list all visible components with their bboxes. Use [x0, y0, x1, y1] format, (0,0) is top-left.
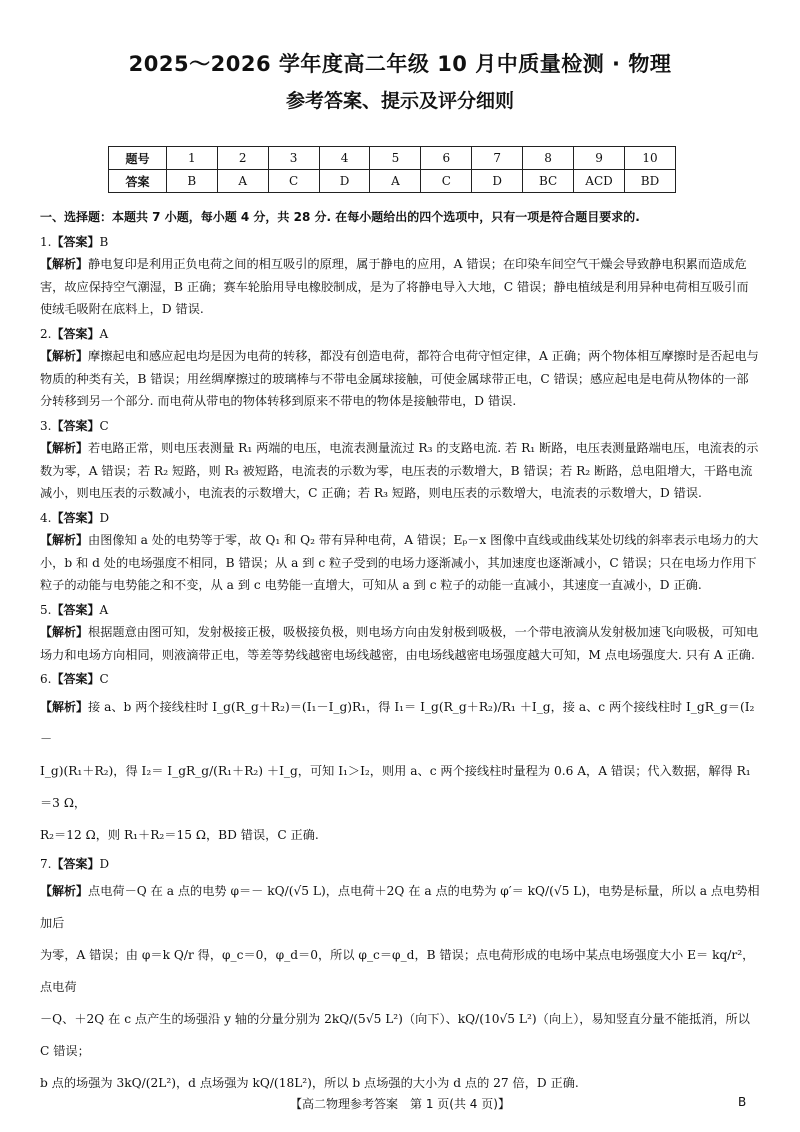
analysis-label: 【解析】: [40, 349, 89, 363]
answer-label: 【答案】: [51, 856, 100, 871]
analysis-paragraph: [40, 875, 760, 1099]
question-block: [40, 599, 760, 667]
version-mark: B: [738, 1095, 747, 1109]
answer-label: 【答案】: [51, 510, 100, 525]
answer-line: [40, 599, 760, 622]
answer-cell: ACD: [574, 170, 625, 193]
answer-line: [40, 507, 760, 530]
question-number-cell: 8: [523, 147, 574, 170]
page-subtitle: 参考答案、提示及评分细则: [285, 90, 514, 112]
question-number-cell: 9: [574, 147, 625, 170]
question-number-cell: 4: [319, 147, 370, 170]
answer-value: C: [99, 672, 109, 686]
answer-value: B: [99, 234, 109, 249]
answer-table-answer-row: [109, 170, 676, 193]
answer-content: [40, 206, 760, 1099]
question-number: 2.: [40, 326, 52, 341]
question-number: 4.: [40, 510, 52, 525]
analysis-paragraph: [40, 529, 760, 597]
analysis-paragraph: [40, 253, 760, 321]
answer-line: [40, 415, 760, 438]
analysis-text: 点电荷－Q 在 a 点的电势 φ＝－ kQ/(√5 L)，点电荷＋2Q 在 a 点的电势为 φ′＝ kQ/(√5 L)，电势是标量，所以 a 点电势相加后: [40, 884, 760, 930]
question-number-cell: 6: [421, 147, 472, 170]
analysis-label: 【解析】: [40, 699, 89, 714]
section-heading: 一、选择题：本题共 7 小题，每小题 4 分，共 28 分. 在每小题给出的四个选项中，只有一项是符合题目要求的.: [40, 210, 640, 224]
question-number-cell: 1: [166, 147, 217, 170]
analysis-text: 静电复印是利用正负电荷之间的相互吸引的原理，属于静电的应用，A 错误；在印染车间空气干燥会导致静电积累而造成危害，故应保持空气潮湿，B 正确；赛车轮胎用导电橡胶制成，是为了将静电导入大地，C 错误；静电植绒是利用异种电荷相互吸引而使绒毛吸附在底料上，D 错误.: [40, 257, 749, 316]
answer-cell: A: [370, 170, 421, 193]
analysis-paragraph: [40, 437, 760, 505]
answer-line: [40, 323, 760, 346]
answer-cell: C: [268, 170, 319, 193]
answer-line: [40, 668, 760, 691]
answer-label: 【答案】: [51, 602, 100, 617]
analysis-paragraph: [40, 621, 760, 666]
answer-table-number-row: [109, 147, 676, 170]
answer-cell: BD: [624, 170, 675, 193]
analysis-text: 摩擦起电和感应起电均是因为电荷的转移，都没有创造电荷，都符合电荷守恒定律，A 正确；两个物体相互摩擦时是否起电与物质的种类有关，B 错误；用丝绸摩擦过的玻璃棒与不带电金属球接触，可使金属球带正电，C 错误；感应起电是电荷从物体的一部分转移到另一个部分. 而电荷从带电的物体转移到原来不带电的物体是接触带电，D 错误.: [40, 349, 759, 408]
answer-cell: C: [421, 170, 472, 193]
question-block: [40, 323, 760, 413]
analysis-text: 接 a、b 两个接线柱时 I_g(R_g＋R₂)＝(I₁－I_g)R₁，得 I₁＝ I_g(R_g＋R₂)/R₁ ＋I_g，接 a、c 两个接线柱时 I_gR_g＝(I₂－: [40, 699, 755, 746]
analysis-label: 【解析】: [40, 533, 89, 547]
analysis-line: I_g)(R₁＋R₂)，得 I₂＝ I_gR_g/(R₁＋R₂) ＋I_g，可知 I₁＞I₂，则用 a、c 两个接线柱时量程为 0.6 A，A 错误；代入数据，解得 R₁＝3 Ω，: [40, 763, 751, 810]
answer-cell: BC: [523, 170, 574, 193]
answer-value: C: [99, 418, 109, 433]
answer-cell: D: [472, 170, 523, 193]
page-footer: 【高二物理参考答案 第 1 页(共 4 页)】: [290, 1097, 510, 1111]
answer-cell: D: [319, 170, 370, 193]
analysis-label: 【解析】: [40, 441, 89, 455]
question-number: 3.: [40, 418, 52, 433]
page-title: 2025～2026 学年度高二年级 10 月中质量检测 · 物理: [128, 52, 672, 76]
question-number-cell: 2: [217, 147, 268, 170]
answer-label: 【答案】: [51, 418, 100, 433]
question-number-cell: 10: [624, 147, 675, 170]
analysis-line: －Q、＋2Q 在 c 点产生的场强沿 y 轴的分量分别为 2kQ/(5√5 L²)（向下）、kQ/(10√5 L²)（向上），易知竖直分量不能抵消，所以 C 错误；: [40, 1012, 750, 1058]
analysis-text: 由图像知 a 处的电势等于零，故 Q₁ 和 Q₂ 带有异种电荷，A 错误；Eₚ－x 图像中直线或曲线某处切线的斜率表示电场力的大小，b 和 d 处的电场强度不相同，B 错误；从 a 到 c 粒子受到的电场力逐渐减小，其加速度也逐渐减小，C 错误；只在电场力作用下粒子的动能与电势能之和不变，从 a 到 c 电势能一直增大，可知从 a 到 c 粒子的动能一直减小，其速度一直减小，D 正确.: [40, 533, 759, 592]
answer-value: D: [99, 510, 110, 525]
analysis-text: 若电路正常，则电压表测量 R₁ 两端的电压，电流表测量流过 R₃ 的支路电流. 若 R₁ 断路，电压表测量路端电压，电流表的示数为零，A 错误；若 R₂ 短路，则 R₃ 被短路，电流表的示数为零，电压表的示数增大，B 错误；若 R₂ 断路，总电阻增大，干路电流减小，则电压表的示数减小，电流表的示数增大，C 正确；若 R₃ 短路，则电压表的示数增大，电流表的示数增大，D 错误.: [40, 441, 759, 500]
answer-label: 【答案】: [51, 326, 100, 341]
analysis-label: 【解析】: [40, 625, 89, 639]
analysis-label: 【解析】: [40, 257, 89, 271]
answer-value: A: [99, 326, 109, 341]
analysis-line: b 点的场强为 3kQ/(2L²)，d 点场强为 kQ/(18L²)，所以 b 点场强的大小为 d 点的 27 倍，D 正确.: [40, 1076, 579, 1090]
question-block: [40, 668, 760, 851]
question-number: 7.: [40, 856, 52, 871]
answer-label: 【答案】: [51, 234, 100, 249]
answer-table: [108, 146, 676, 193]
question-block: [40, 853, 760, 1100]
analysis-line: 为零，A 错误；由 φ＝k Q/r 得，φ_c＝0，φ_d＝0，所以 φ_c＝φ_d，B 错误；点电荷形成的电场中某点电场强度大小 E＝ kq/r²，点电荷: [40, 948, 755, 994]
question-number: 5.: [40, 602, 52, 617]
answer-cell: A: [217, 170, 268, 193]
analysis-line: R₂＝12 Ω，则 R₁＋R₂＝15 Ω，BD 错误，C 正确.: [40, 827, 319, 842]
question-number-cell: 3: [268, 147, 319, 170]
question-block: [40, 231, 760, 321]
answer-cell: B: [166, 170, 217, 193]
answer-line: [40, 231, 760, 254]
analysis-line: [40, 691, 760, 755]
answer-line: [40, 853, 760, 876]
analysis-line: [40, 875, 760, 939]
question-block: [40, 415, 760, 505]
analysis-paragraph: [40, 345, 760, 413]
analysis-text: 根据题意由图可知，发射极接正极，吸极接负极，则电场方向由发射极到吸极，一个带电液滴从发射极加速飞向吸极，可知电场力和电场方向相同，则液滴带正电，等差等势线越密电场线越密，由电场线越密电场强度越大可知，M 点电场强度大. 只有 A 正确.: [40, 625, 759, 662]
analysis-label: 【解析】: [40, 884, 89, 898]
question-number: 1.: [40, 234, 52, 249]
question-number-cell: 7: [472, 147, 523, 170]
analysis-paragraph: [40, 691, 760, 851]
answer-table-row-label: 题号: [109, 147, 167, 170]
question-number-cell: 5: [370, 147, 421, 170]
answer-value: D: [99, 856, 110, 871]
answer-label: 【答案】: [51, 672, 100, 686]
answer-table-row-label: 答案: [109, 170, 167, 193]
question-block: [40, 507, 760, 597]
answer-value: A: [99, 602, 109, 617]
question-number: 6.: [40, 672, 52, 686]
